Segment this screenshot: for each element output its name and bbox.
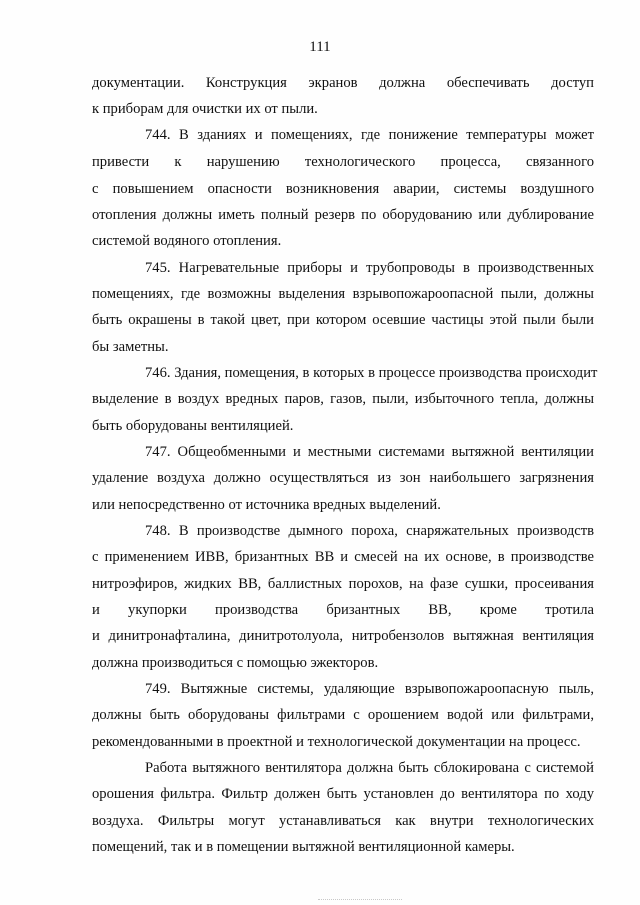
paragraph-747-start: 747. Общеобменными и местными системами вытяжной вентиляции bbox=[145, 444, 594, 460]
text-line: выделение в воздух вредных паров, газов, пыли, избыточного тепла, должны bbox=[92, 391, 594, 407]
text-line: отопления должны иметь полный резерв по оборудованию или дублирование bbox=[92, 207, 594, 223]
paragraph-745-start: 745. Нагревательные приборы и трубопроводы в производственных bbox=[145, 260, 594, 276]
text-line: помещений, так и в помещении вытяжной вентиляционной камеры. bbox=[92, 839, 515, 855]
text-line: или непосредственно от источника вредных выделений. bbox=[92, 497, 441, 513]
paragraph-749-start: 749. Вытяжные системы, удаляющие взрывопожароопасную пыль, bbox=[145, 681, 594, 697]
text-line: быть окрашены в такой цвет, при котором осевшие частицы этой пыли были bbox=[92, 312, 594, 328]
text-line: к приборам для очистки их от пыли. bbox=[92, 101, 318, 117]
paragraph-746-start: 746. Здания, помещения, в которых в процессе производства происходит bbox=[145, 365, 598, 381]
paragraph-fan-start: Работа вытяжного вентилятора должна быть сблокирована с системой bbox=[145, 760, 594, 776]
text-line: и укупорки производства бризантных ВВ, кроме тротила bbox=[92, 602, 594, 618]
scan-artifact bbox=[318, 899, 402, 901]
text-line: документации. Конструкция экранов должна обеспечивать доступ bbox=[92, 75, 594, 91]
text-line: с применением ИВВ, бризантных ВВ и смесей на их основе, в производстве bbox=[92, 549, 594, 565]
text-line: должны быть оборудованы фильтрами с орошением водой или фильтрами, bbox=[92, 707, 594, 723]
page-number: 111 bbox=[309, 39, 331, 55]
text-line: системой водяного отопления. bbox=[92, 233, 282, 249]
text-line: воздуха. Фильтры могут устанавливаться как внутри технологических bbox=[92, 813, 594, 829]
paragraph-748-start: 748. В производстве дымного пороха, снаряжательных производств bbox=[145, 523, 594, 539]
text-line: и динитронафталина, динитротолуола, нитробензолов вытяжная вентиляция bbox=[92, 628, 594, 644]
text-line: помещениях, где возможны выделения взрывопожароопасной пыли, должны bbox=[92, 286, 594, 302]
text-line: орошения фильтра. Фильтр должен быть установлен до вентилятора по ходу bbox=[92, 786, 594, 802]
text-line: удаление воздуха должно осуществляться из зон наибольшего загрязнения bbox=[92, 470, 594, 486]
text-line: привести к нарушению технологического процесса, связанного bbox=[92, 154, 594, 170]
text-line: с повышением опасности возникновения аварии, системы воздушного bbox=[92, 181, 594, 197]
paragraph-744-start: 744. В зданиях и помещениях, где понижение температуры может bbox=[145, 127, 594, 143]
text-line: рекомендованными в проектной и технологической документации на процесс. bbox=[92, 734, 581, 750]
text-line: бы заметны. bbox=[92, 339, 169, 355]
text-line: должна производиться с помощью эжекторов. bbox=[92, 655, 379, 671]
text-line: быть оборудованы вентиляцией. bbox=[92, 418, 294, 434]
text-line: нитроэфиров, жидких ВВ, баллистных порохов, на фазе сушки, просеивания bbox=[92, 576, 594, 592]
